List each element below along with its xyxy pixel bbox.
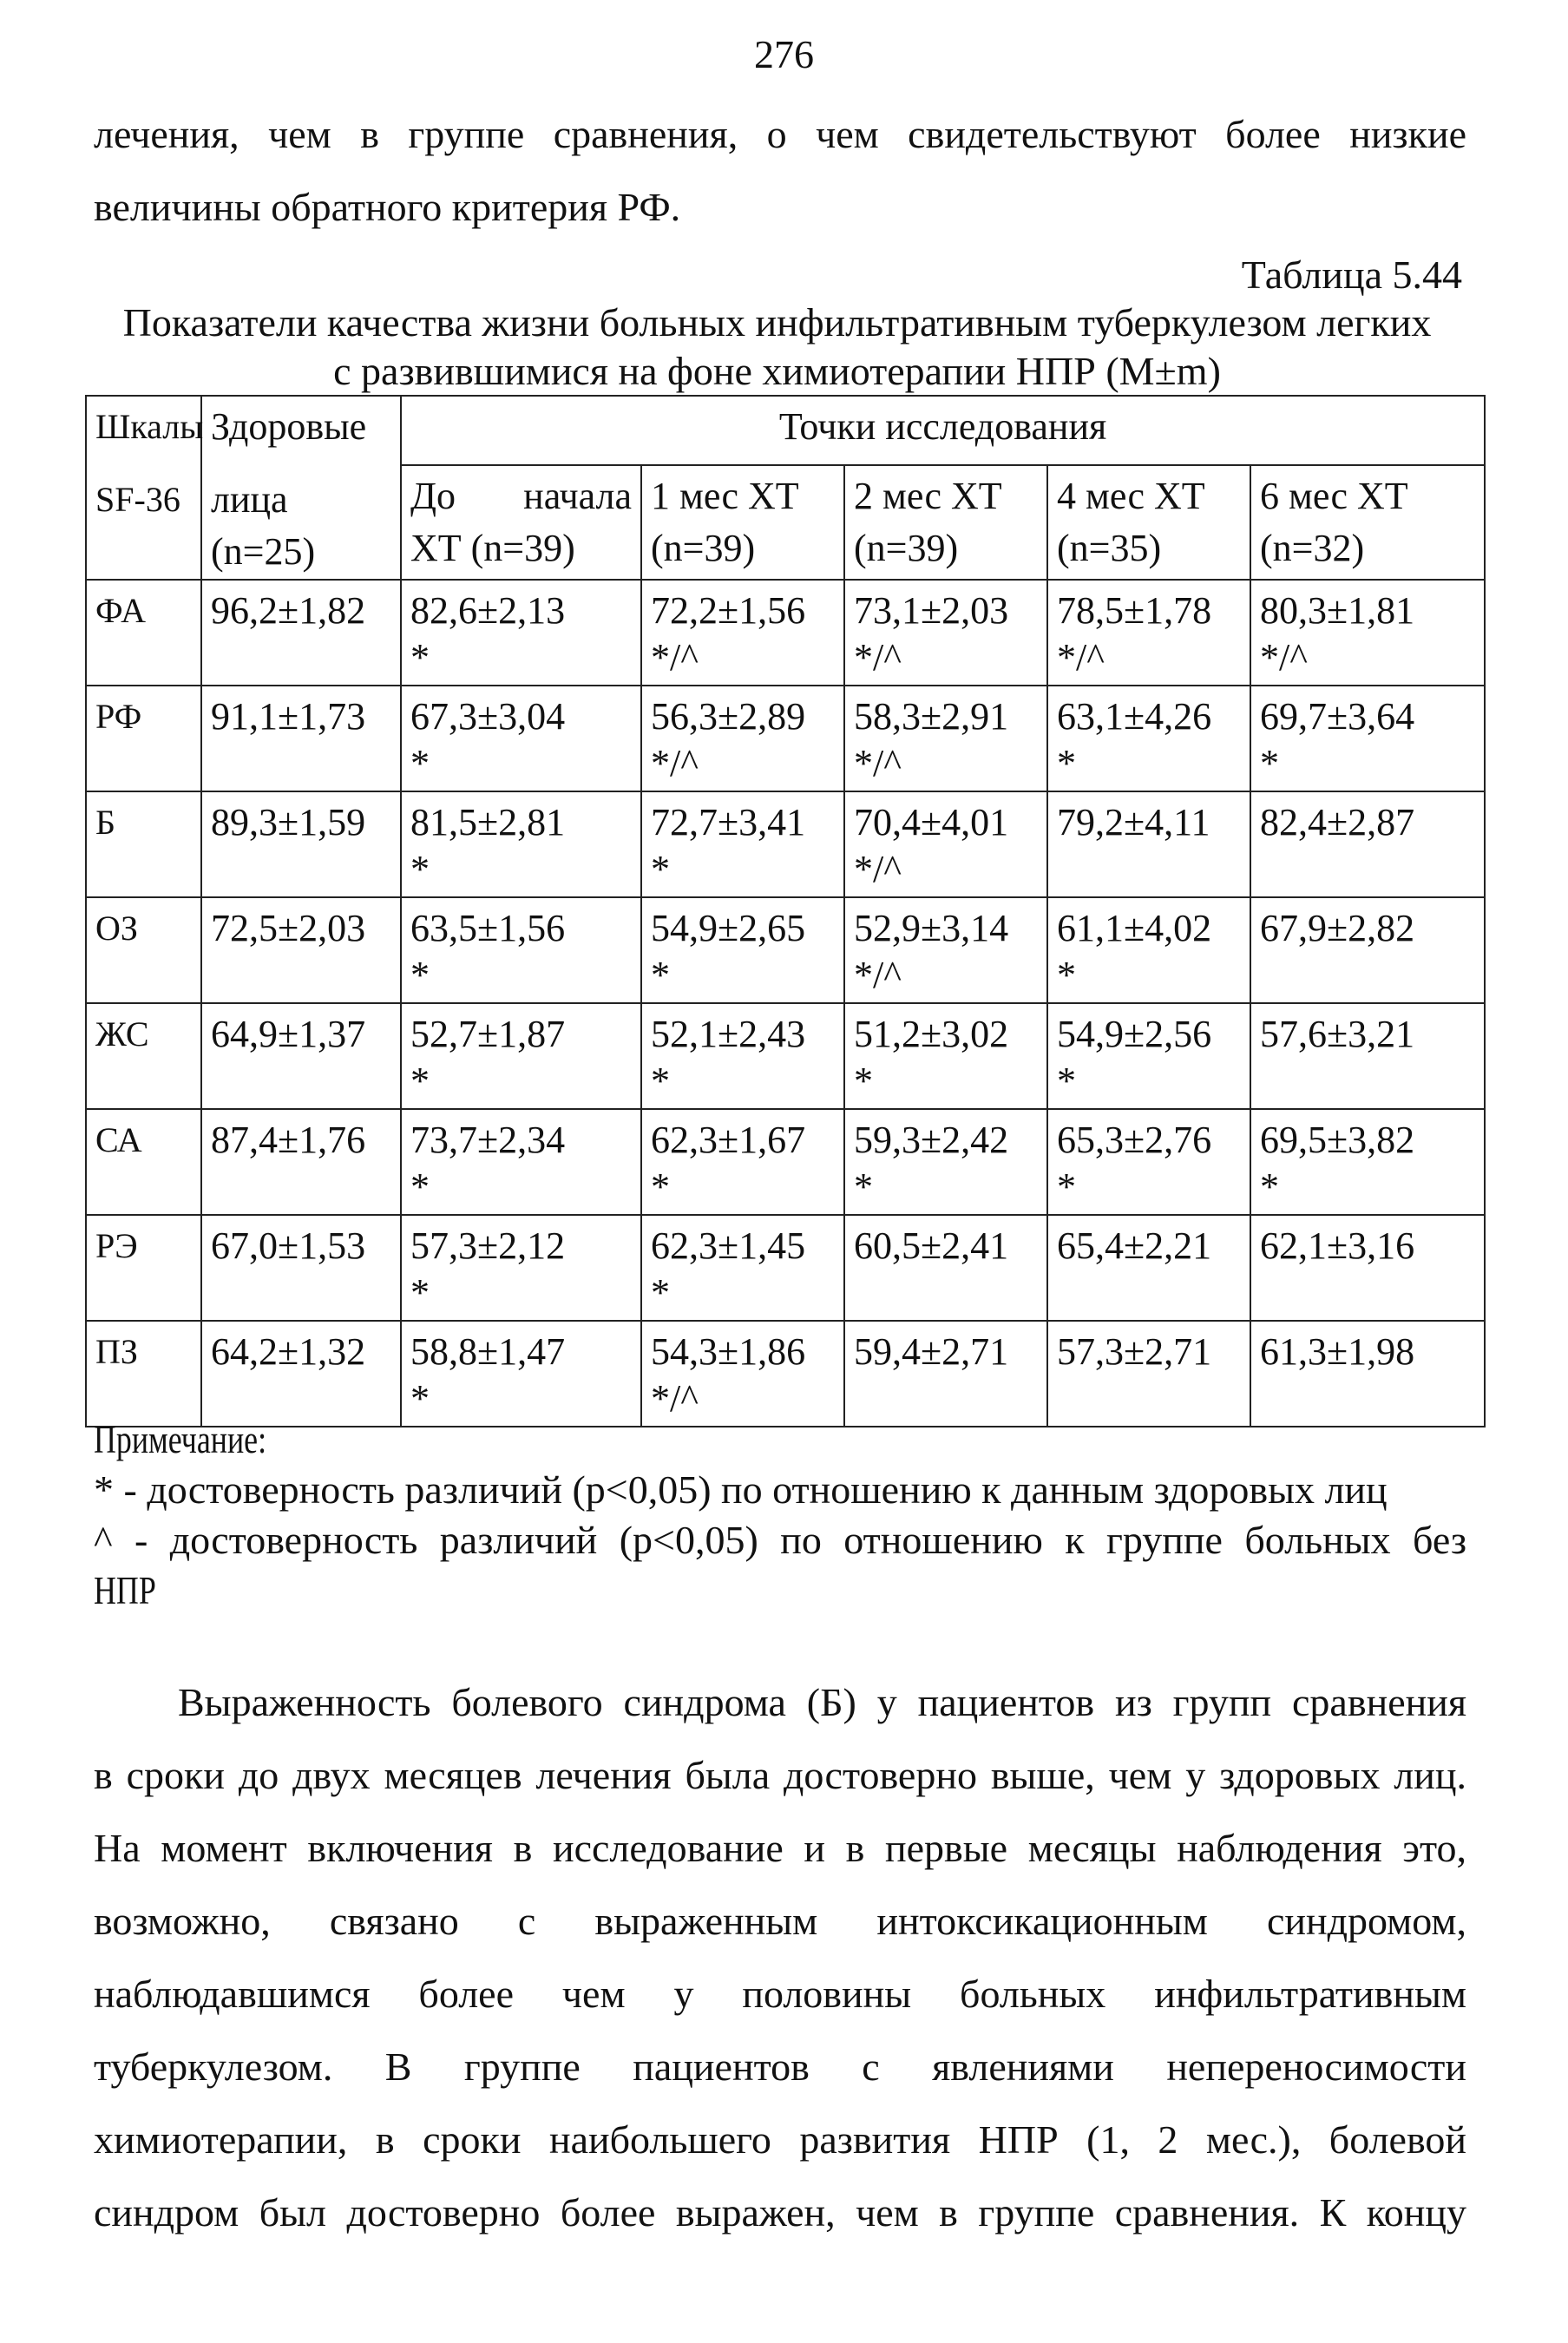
page-number: 276 <box>754 32 814 76</box>
cell-value: 65,3±2,76 <box>1057 1119 1212 1161</box>
table-row <box>86 686 1485 791</box>
cell-significance-mark: */^ <box>651 742 699 784</box>
cell-value: 54,9±2,65 <box>651 907 806 949</box>
cell-value: 80,3±1,81 <box>1260 589 1415 632</box>
cell-significance-mark <box>1260 846 1475 893</box>
cell-significance-mark: */^ <box>854 848 902 890</box>
row-cell <box>641 791 844 897</box>
header-col-3 <box>1047 465 1250 580</box>
cell-value: 52,9±3,14 <box>854 907 1009 949</box>
header-scales-line2: SF-36 <box>95 480 180 519</box>
cell-value: 59,3±2,42 <box>854 1119 1009 1161</box>
cell-significance-mark: * <box>410 636 430 679</box>
cell-value: 61,1±4,02 <box>1057 907 1212 949</box>
row-scale-label: РЭ <box>95 1226 138 1265</box>
row-cell <box>844 1003 1047 1109</box>
cell-significance-mark: * <box>651 954 670 996</box>
row-cell <box>1250 1109 1485 1215</box>
table-row <box>86 1215 1485 1321</box>
table-number: Таблица 5.44 <box>1241 253 1462 297</box>
cell-value: 63,5±1,56 <box>410 907 566 949</box>
header-col-3-line2: (n=35) <box>1057 527 1162 569</box>
cell-value: 81,5±2,81 <box>410 801 566 843</box>
cell-significance-mark <box>1260 1375 1475 1422</box>
cell-value: 62,3±1,67 <box>651 1119 806 1161</box>
cell-value: 69,7±3,64 <box>1260 695 1415 738</box>
cell-value: 65,4±2,21 <box>1057 1224 1212 1267</box>
cell-value: 73,1±2,03 <box>854 589 1009 632</box>
header-col-4-line2: (n=32) <box>1260 527 1365 569</box>
cell-significance-mark: * <box>1057 1165 1076 1208</box>
cell-significance-mark: * <box>854 1165 873 1208</box>
header-col-0-line1: До начала <box>410 475 632 517</box>
cell-significance-mark <box>1057 1270 1241 1316</box>
table-row <box>86 1109 1485 1215</box>
intro-line-1: лечения, чем в группе сравнения, о чем свидетельствуют более низкие <box>94 112 1466 156</box>
row-cell <box>1250 897 1485 1003</box>
cell-value: 78,5±1,78 <box>1057 589 1212 632</box>
row-cell <box>844 1215 1047 1321</box>
row-healthy-value: 91,1±1,73 <box>201 686 401 791</box>
cell-significance-mark: * <box>410 1377 430 1420</box>
cell-value: 52,1±2,43 <box>651 1013 806 1055</box>
cell-value: 59,4±2,71 <box>854 1330 1009 1373</box>
row-scale-label: СА <box>95 1120 142 1159</box>
cell-significance-mark: * <box>854 1060 873 1102</box>
cell-significance-mark: */^ <box>1057 636 1105 679</box>
body-line-3: На момент включения в исследование и в первые месяцы наблюдения это, <box>94 1826 1466 1870</box>
header-col-2-line1: 2 мес ХТ <box>854 475 1002 517</box>
header-col-3-line1: 4 мес ХТ <box>1057 475 1205 517</box>
row-cell <box>401 1109 641 1215</box>
header-col-2 <box>844 465 1047 580</box>
cell-value: 51,2±3,02 <box>854 1013 1009 1055</box>
cell-significance-mark: */^ <box>651 1377 699 1420</box>
cell-value: 67,3±3,04 <box>410 695 566 738</box>
row-scale-label: ОЗ <box>95 909 138 948</box>
row-healthy-value: 67,0±1,53 <box>201 1215 401 1321</box>
cell-value: 61,3±1,98 <box>1260 1330 1415 1373</box>
row-scale-label: Б <box>95 803 115 842</box>
row-cell <box>1250 580 1485 686</box>
cell-significance-mark: * <box>1057 1060 1076 1102</box>
row-healthy-value: 64,9±1,37 <box>201 1003 401 1109</box>
cell-value: 73,7±2,34 <box>410 1119 566 1161</box>
cell-value: 57,3±2,12 <box>410 1224 566 1267</box>
note-line-3-text: НПР <box>94 1568 156 1612</box>
row-cell <box>641 1109 844 1215</box>
row-cell <box>844 897 1047 1003</box>
cell-value: 58,8±1,47 <box>410 1330 566 1373</box>
body-line-1: Выраженность болевого синдрома (Б) у пациентов из групп сравнения <box>178 1680 1466 1724</box>
row-cell <box>844 686 1047 791</box>
row-cell <box>1250 686 1485 791</box>
cell-value: 69,5±3,82 <box>1260 1119 1415 1161</box>
row-scale <box>86 1003 201 1109</box>
row-cell <box>401 686 641 791</box>
row-scale-label: ФА <box>95 591 146 630</box>
header-healthy-line2: лица <box>211 478 288 521</box>
cell-significance-mark: * <box>651 848 670 890</box>
cell-value: 67,9±2,82 <box>1260 907 1415 949</box>
row-scale-label: РФ <box>95 697 142 736</box>
row-cell <box>1047 686 1250 791</box>
row-scale <box>86 791 201 897</box>
row-cell <box>844 1321 1047 1427</box>
table-row <box>86 1003 1485 1109</box>
row-cell <box>641 580 844 686</box>
body-line-2: в сроки до двух месяцев лечения была достоверно выше, чем у здоровых лиц. <box>94 1753 1466 1797</box>
cell-significance-mark: */^ <box>854 742 902 784</box>
cell-significance-mark: * <box>410 1060 430 1102</box>
cell-significance-mark: * <box>410 848 430 890</box>
row-cell <box>401 1003 641 1109</box>
body-line-5: наблюдавшимся более чем у половины больных инфильтративным <box>94 1972 1466 2016</box>
row-cell <box>1047 1003 1250 1109</box>
row-cell <box>401 1321 641 1427</box>
cell-significance-mark: * <box>651 1271 670 1314</box>
row-cell <box>844 1109 1047 1215</box>
row-cell <box>844 791 1047 897</box>
row-cell <box>1250 791 1485 897</box>
cell-significance-mark: * <box>410 1165 430 1208</box>
row-cell <box>1047 1109 1250 1215</box>
cell-value: 54,9±2,56 <box>1057 1013 1212 1055</box>
cell-value: 57,6±3,21 <box>1260 1013 1415 1055</box>
note-line-2: ^ - достоверность различий (p<0,05) по отношению к группе больных без <box>94 1518 1466 1562</box>
row-cell <box>1047 1321 1250 1427</box>
cell-value: 70,4±4,01 <box>854 801 1009 843</box>
cell-significance-mark: * <box>651 1060 670 1102</box>
row-cell <box>641 1215 844 1321</box>
cell-significance-mark <box>854 1375 1038 1422</box>
header-healthy-line1: Здоровые <box>211 405 367 448</box>
body-line-8: синдром был достоверно более выражен, чем в группе сравнения. К концу <box>94 2190 1466 2235</box>
header-col-1 <box>641 465 844 580</box>
cell-significance-mark: * <box>1057 954 1076 996</box>
header-points: Точки исследования <box>401 396 1485 465</box>
note-title-text: Примечание: <box>94 1417 267 1461</box>
note-title <box>94 1416 315 1462</box>
header-col-4 <box>1250 465 1485 580</box>
cell-significance-mark: * <box>410 954 430 996</box>
row-cell <box>401 580 641 686</box>
cell-value: 79,2±4,11 <box>1057 801 1210 843</box>
row-cell <box>1047 791 1250 897</box>
row-cell <box>1250 1003 1485 1109</box>
row-healthy-value: 89,3±1,59 <box>201 791 401 897</box>
table-header-row-1 <box>86 396 1485 465</box>
table-row <box>86 1321 1485 1427</box>
row-healthy-value: 72,5±2,03 <box>201 897 401 1003</box>
cell-value: 62,3±1,45 <box>651 1224 806 1267</box>
note-line-3 <box>94 1567 174 1613</box>
cell-significance-mark: */^ <box>1260 636 1308 679</box>
cell-value: 62,1±3,16 <box>1260 1224 1415 1267</box>
cell-significance-mark: */^ <box>651 636 699 679</box>
row-cell <box>844 580 1047 686</box>
row-scale <box>86 580 201 686</box>
cell-significance-mark <box>1260 1058 1475 1105</box>
cell-significance-mark: */^ <box>854 954 902 996</box>
cell-value: 72,7±3,41 <box>651 801 806 843</box>
row-scale-label: ЖС <box>95 1014 149 1053</box>
header-scales <box>86 396 204 580</box>
row-scale <box>86 1215 201 1321</box>
header-healthy-line3: (n=25) <box>211 530 316 573</box>
header-col-1-line1: 1 мес ХТ <box>651 475 799 517</box>
row-cell <box>401 897 641 1003</box>
row-healthy-value: 64,2±1,32 <box>201 1321 401 1427</box>
cell-significance-mark: * <box>1260 1165 1279 1208</box>
row-healthy-value: 96,2±1,82 <box>201 580 401 686</box>
row-scale <box>86 1321 201 1427</box>
row-scale <box>86 686 201 791</box>
table-row <box>86 580 1485 686</box>
row-scale <box>86 897 201 1003</box>
row-cell <box>1047 1215 1250 1321</box>
note-line-1: * - достоверность различий (p<0,05) по отношению к данным здоровых лиц <box>94 1467 1388 1512</box>
body-line-6: туберкулезом. В группе пациентов с явлениями непереносимости <box>94 2044 1466 2089</box>
cell-significance-mark: */^ <box>854 636 902 679</box>
cell-value: 57,3±2,71 <box>1057 1330 1212 1373</box>
row-cell <box>401 791 641 897</box>
body-line-7: химиотерапии, в сроки наибольшего развития НПР (1, 2 мес.), болевой <box>94 2117 1466 2162</box>
cell-value: 52,7±1,87 <box>410 1013 566 1055</box>
header-col-1-line2: (n=39) <box>651 527 756 569</box>
cell-value: 82,4±2,87 <box>1260 801 1415 843</box>
row-cell <box>641 686 844 791</box>
cell-value: 63,1±4,26 <box>1057 695 1212 738</box>
row-scale <box>86 1109 201 1215</box>
header-healthy <box>201 396 401 580</box>
header-scales-line1: Шкалы <box>95 407 204 446</box>
cell-significance-mark: * <box>651 1165 670 1208</box>
table-row <box>86 897 1485 1003</box>
cell-value: 56,3±2,89 <box>651 695 806 738</box>
intro-line-2: величины обратного критерия РФ. <box>94 185 681 229</box>
table-row <box>86 791 1485 897</box>
cell-value: 60,5±2,41 <box>854 1224 1009 1267</box>
cell-significance-mark <box>854 1270 1038 1316</box>
cell-significance-mark: * <box>410 1271 430 1314</box>
header-col-0-line2: ХТ (n=39) <box>410 527 575 569</box>
row-scale-label: ПЗ <box>95 1332 138 1371</box>
row-cell <box>641 897 844 1003</box>
row-cell <box>641 1003 844 1109</box>
body-line-4: возможно, связано с выраженным интоксикационным синдромом, <box>94 1899 1466 1943</box>
cell-significance-mark <box>1057 1375 1241 1422</box>
row-cell <box>401 1215 641 1321</box>
header-col-4-line1: 6 мес ХТ <box>1260 475 1408 517</box>
cell-significance-mark: * <box>410 742 430 784</box>
quality-of-life-table <box>85 395 1486 1427</box>
row-cell <box>1047 580 1250 686</box>
cell-significance-mark: * <box>1057 742 1076 784</box>
cell-significance-mark <box>1260 952 1475 999</box>
table-title-line-1: Показатели качества жизни больных инфильтративным туберкулезом легких <box>122 300 1432 345</box>
cell-significance-mark <box>1260 1270 1475 1316</box>
header-col-2-line2: (n=39) <box>854 527 959 569</box>
row-healthy-value: 87,4±1,76 <box>201 1109 401 1215</box>
cell-value: 58,3±2,91 <box>854 695 1009 738</box>
cell-value: 82,6±2,13 <box>410 589 566 632</box>
row-cell <box>1250 1215 1485 1321</box>
row-cell <box>1250 1321 1485 1427</box>
cell-significance-mark <box>1057 846 1241 893</box>
table-title-line-2: с развившимися на фоне химиотерапии НПР (M±m) <box>333 349 1221 393</box>
cell-value: 72,2±1,56 <box>651 589 806 632</box>
header-col-0 <box>401 465 641 580</box>
cell-value: 54,3±1,86 <box>651 1330 806 1373</box>
cell-significance-mark: * <box>1260 742 1279 784</box>
row-cell <box>641 1321 844 1427</box>
row-cell <box>1047 897 1250 1003</box>
